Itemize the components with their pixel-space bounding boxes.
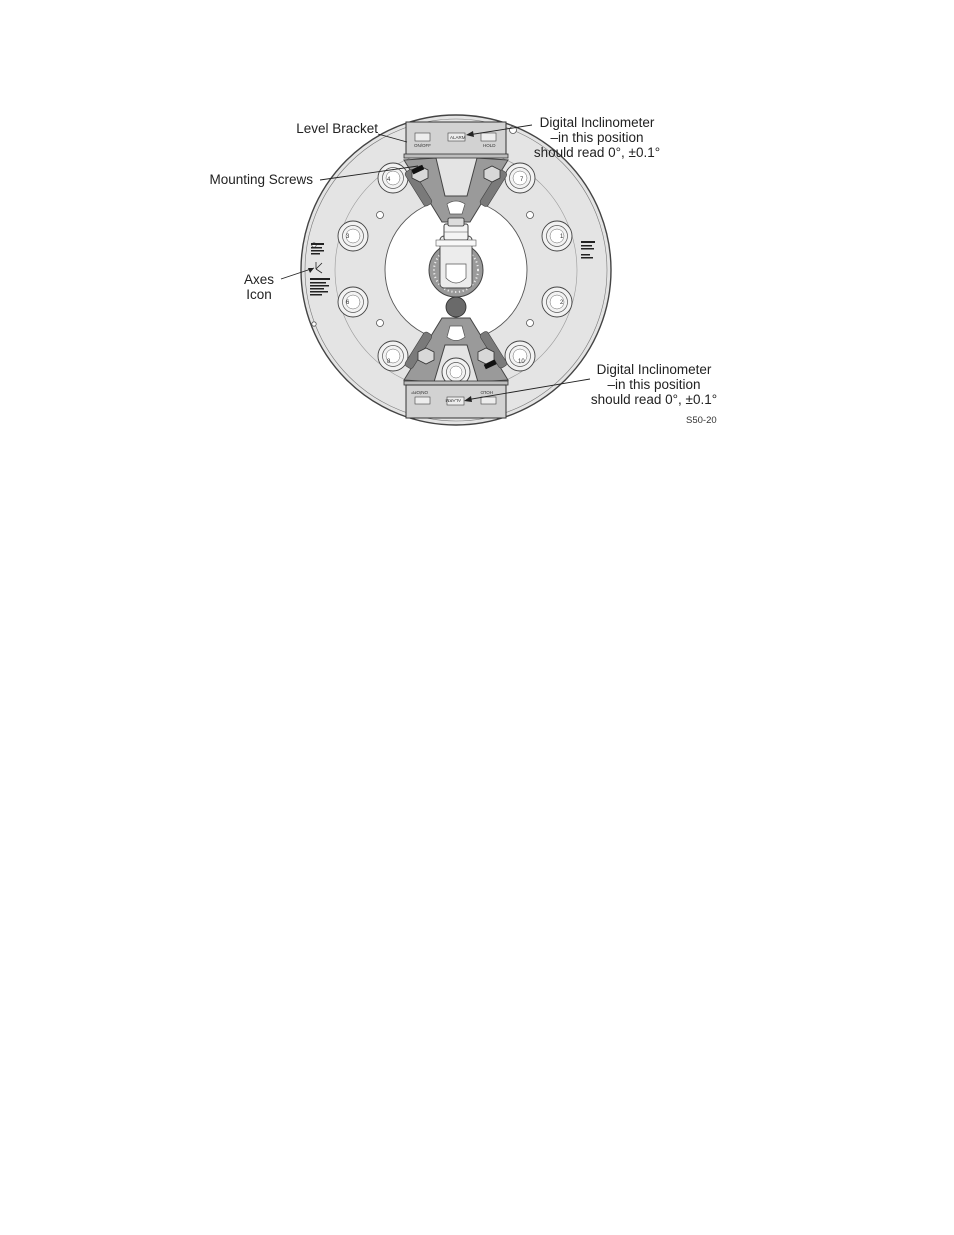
top-inclinometer-line1: Digital Inclinometer (539, 115, 655, 130)
svg-text:HOLD: HOLD (480, 390, 493, 395)
mounting-screws-label (182, 172, 313, 187)
svg-text:4: 4 (387, 177, 391, 183)
svg-text:7: 7 (520, 177, 524, 183)
top-inclinometer-line3: should read 0°, ±0.1° (533, 145, 661, 160)
bottom-level-bracket (404, 381, 508, 418)
level-bracket-label (272, 121, 378, 136)
figure-id (686, 413, 717, 428)
figure-id-text: S50-20 (686, 415, 717, 426)
svg-text:6: 6 (346, 300, 350, 306)
bracket-upper-cutout (447, 201, 465, 214)
mounting-screws-text: Mounting Screws (209, 172, 313, 187)
svg-text:ALARM: ALARM (445, 398, 461, 403)
svg-text:ALARM: ALARM (450, 135, 466, 140)
svg-text:2: 2 (560, 300, 564, 306)
bolt-left-lower (338, 287, 368, 317)
axes-icon-text-line2: Icon (246, 287, 272, 302)
svg-text:8: 8 (387, 359, 391, 365)
bracket-lower-cutout (447, 326, 465, 341)
bolt-left-upper (338, 221, 368, 251)
top-inclinometer-line2: –in this position (550, 130, 644, 145)
column-window (446, 264, 466, 283)
bolt-lower-left (378, 341, 408, 371)
bolt-lower-right (505, 341, 535, 371)
svg-text:ON/OFF: ON/OFF (414, 143, 431, 148)
bottom-inclinometer-right-button (481, 397, 496, 404)
bottom-inclinometer-left-button (415, 397, 430, 404)
svg-text:HOLD: HOLD (483, 143, 496, 148)
connector-cap (448, 218, 464, 226)
top-inclinometer-label (522, 115, 672, 160)
svg-text:10: 10 (518, 359, 525, 365)
lower-boss (446, 297, 466, 317)
svg-text:1: 1 (560, 234, 564, 240)
bolt-right-upper (542, 221, 572, 251)
bottom-inclinometer-line2: –in this position (607, 377, 701, 392)
svg-text:ON/OFF: ON/OFF (411, 390, 428, 395)
bottom-inclinometer-line3: should read 0°, ±0.1° (590, 392, 718, 407)
bottom-inclinometer-line1: Digital Inclinometer (596, 362, 712, 377)
bottom-inclinometer-label (579, 362, 729, 407)
svg-text:3: 3 (346, 234, 350, 240)
axes-icon-text-line1: Axes (243, 272, 274, 287)
axes-icon-label (234, 272, 284, 302)
column-band (436, 240, 476, 246)
top-inclinometer-right-button (481, 133, 496, 141)
top-level-bracket (404, 122, 508, 158)
top-inclinometer-left-button (415, 133, 430, 141)
bolt-upper-left (378, 163, 408, 193)
bolt-right-lower (542, 287, 572, 317)
level-bracket-text: Level Bracket (296, 121, 378, 136)
